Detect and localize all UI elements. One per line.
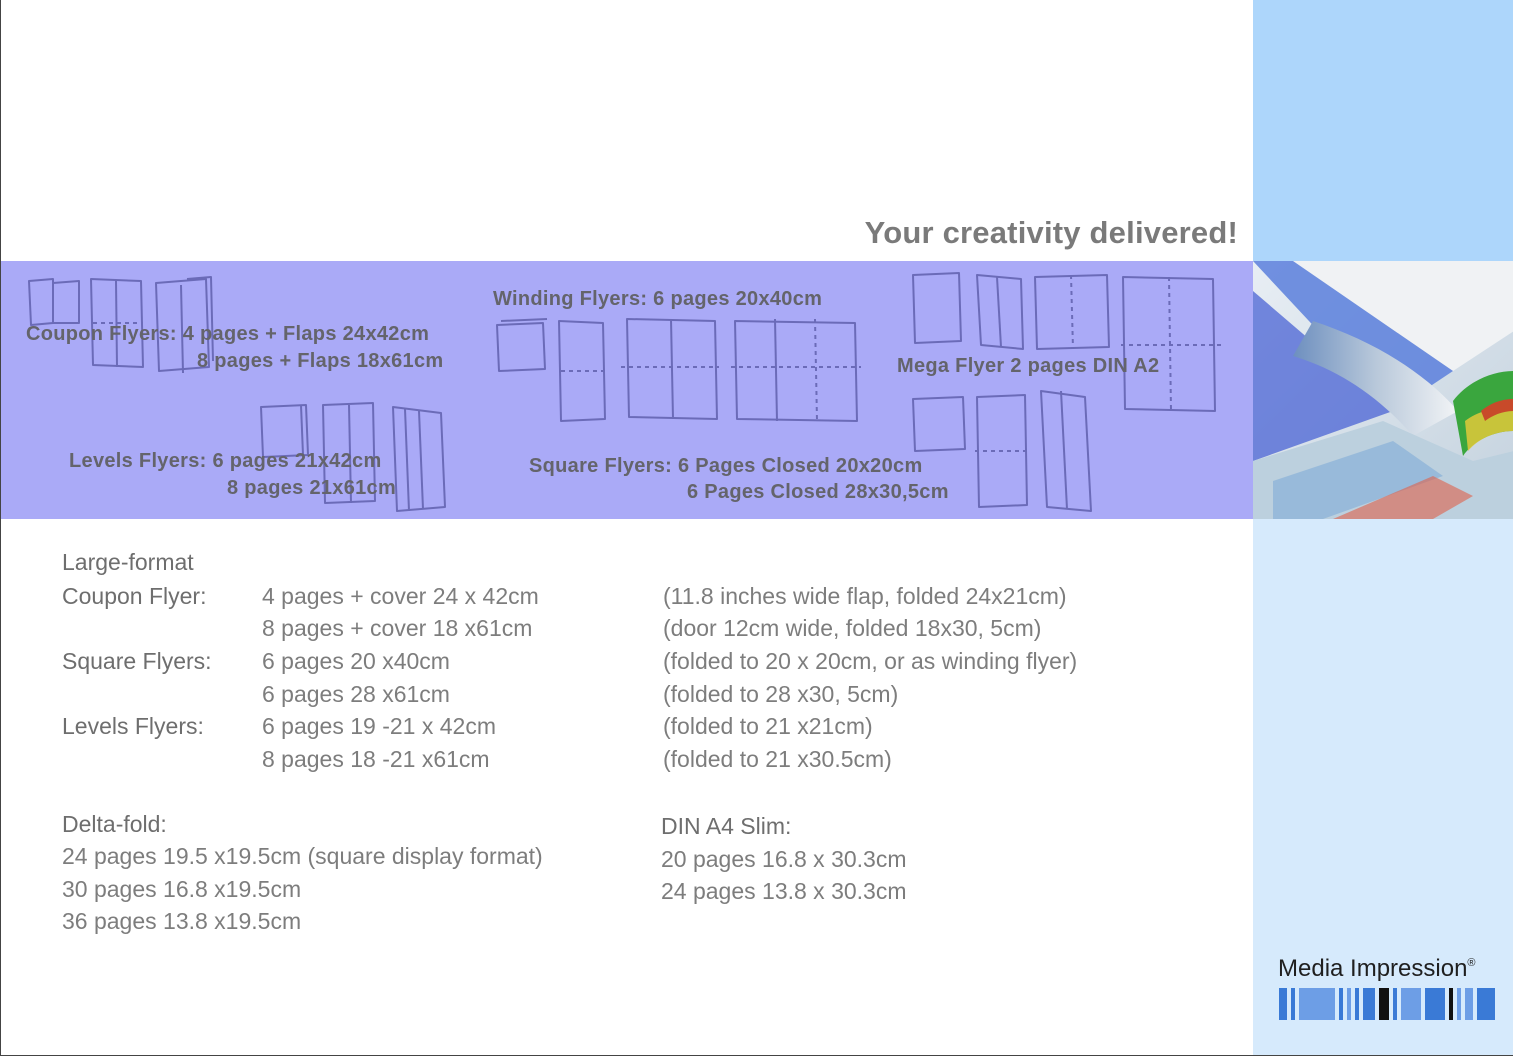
din-a4-slim-line-2: 24 pages 13.8 x 30.3cm <box>661 878 907 904</box>
large-format-heading: Large-format <box>62 549 194 575</box>
square-flyers-size-1: 6 pages 20 x40cm <box>262 648 450 674</box>
right-column-top-panel <box>1253 0 1513 261</box>
company-logo-bars <box>1279 988 1495 1020</box>
square-flyers-label: Square Flyers: <box>62 648 212 674</box>
tagline: Your creativity delivered! <box>864 215 1238 250</box>
magazine-photo <box>1253 261 1513 519</box>
levels-flyers-note-1: (folded to 21 x21cm) <box>663 713 873 739</box>
coupon-flyer-note-2: (door 12cm wide, folded 18x30, 5cm) <box>663 615 1042 641</box>
delta-fold-line-2: 30 pages 16.8 x19.5cm <box>62 876 302 902</box>
levels-flyers-label-1: Levels Flyers: 6 pages 21x42cm <box>69 450 382 472</box>
coupon-flyer-size-2: 8 pages + cover 18 x61cm <box>262 615 533 641</box>
levels-flyers-size-2: 8 pages 18 -21 x61cm <box>262 746 490 772</box>
company-name: Media Impression <box>1278 955 1468 982</box>
mega-flyer-label: Mega Flyer 2 pages DIN A2 <box>897 355 1160 377</box>
delta-fold-line-1: 24 pages 19.5 x19.5cm (square display format) <box>62 843 543 869</box>
delta-fold-line-3: 36 pages 13.8 x19.5cm <box>62 908 302 934</box>
din-a4-slim-heading: DIN A4 Slim: <box>661 813 792 839</box>
square-flyers-note-2: (folded to 28 x30, 5cm) <box>663 681 899 707</box>
square-flyers-size-2: 6 pages 28 x61cm <box>262 681 450 707</box>
coupon-flyers-label-2: 8 pages + Flaps 18x61cm <box>197 350 444 372</box>
square-flyers-label-2: 6 Pages Closed 28x30,5cm <box>687 481 949 503</box>
format-sketch-band <box>1 261 1253 519</box>
coupon-flyers-label-1: Coupon Flyers: 4 pages + Flaps 24x42cm <box>26 323 430 345</box>
mega-flyer-sketch <box>913 273 1223 411</box>
coupon-flyer-note-1: (11.8 inches wide flap, folded 24x21cm) <box>663 583 1067 609</box>
registered-mark: ® <box>1467 957 1476 969</box>
square-flyers-note-1: (folded to 20 x 20cm, or as winding flyer) <box>663 648 1078 674</box>
levels-flyers-note-2: (folded to 21 x30.5cm) <box>663 746 892 772</box>
din-a4-slim-line-1: 20 pages 16.8 x 30.3cm <box>661 846 907 872</box>
company-logo-text <box>1278 955 1476 983</box>
winding-flyers-label: Winding Flyers: 6 pages 20x40cm <box>493 288 823 310</box>
coupon-flyer-size-1: 4 pages + cover 24 x 42cm <box>262 583 539 609</box>
levels-flyers-size-1: 6 pages 19 -21 x 42cm <box>262 713 496 739</box>
square-flyers-label-1: Square Flyers: 6 Pages Closed 20x20cm <box>529 455 923 477</box>
winding-flyer-sketch <box>497 319 861 421</box>
levels-flyers-label: Levels Flyers: <box>62 713 204 739</box>
coupon-flyer-label: Coupon Flyer: <box>62 583 207 609</box>
delta-fold-heading: Delta-fold: <box>62 811 167 837</box>
levels-flyers-label-2: 8 pages 21x61cm <box>227 477 397 499</box>
